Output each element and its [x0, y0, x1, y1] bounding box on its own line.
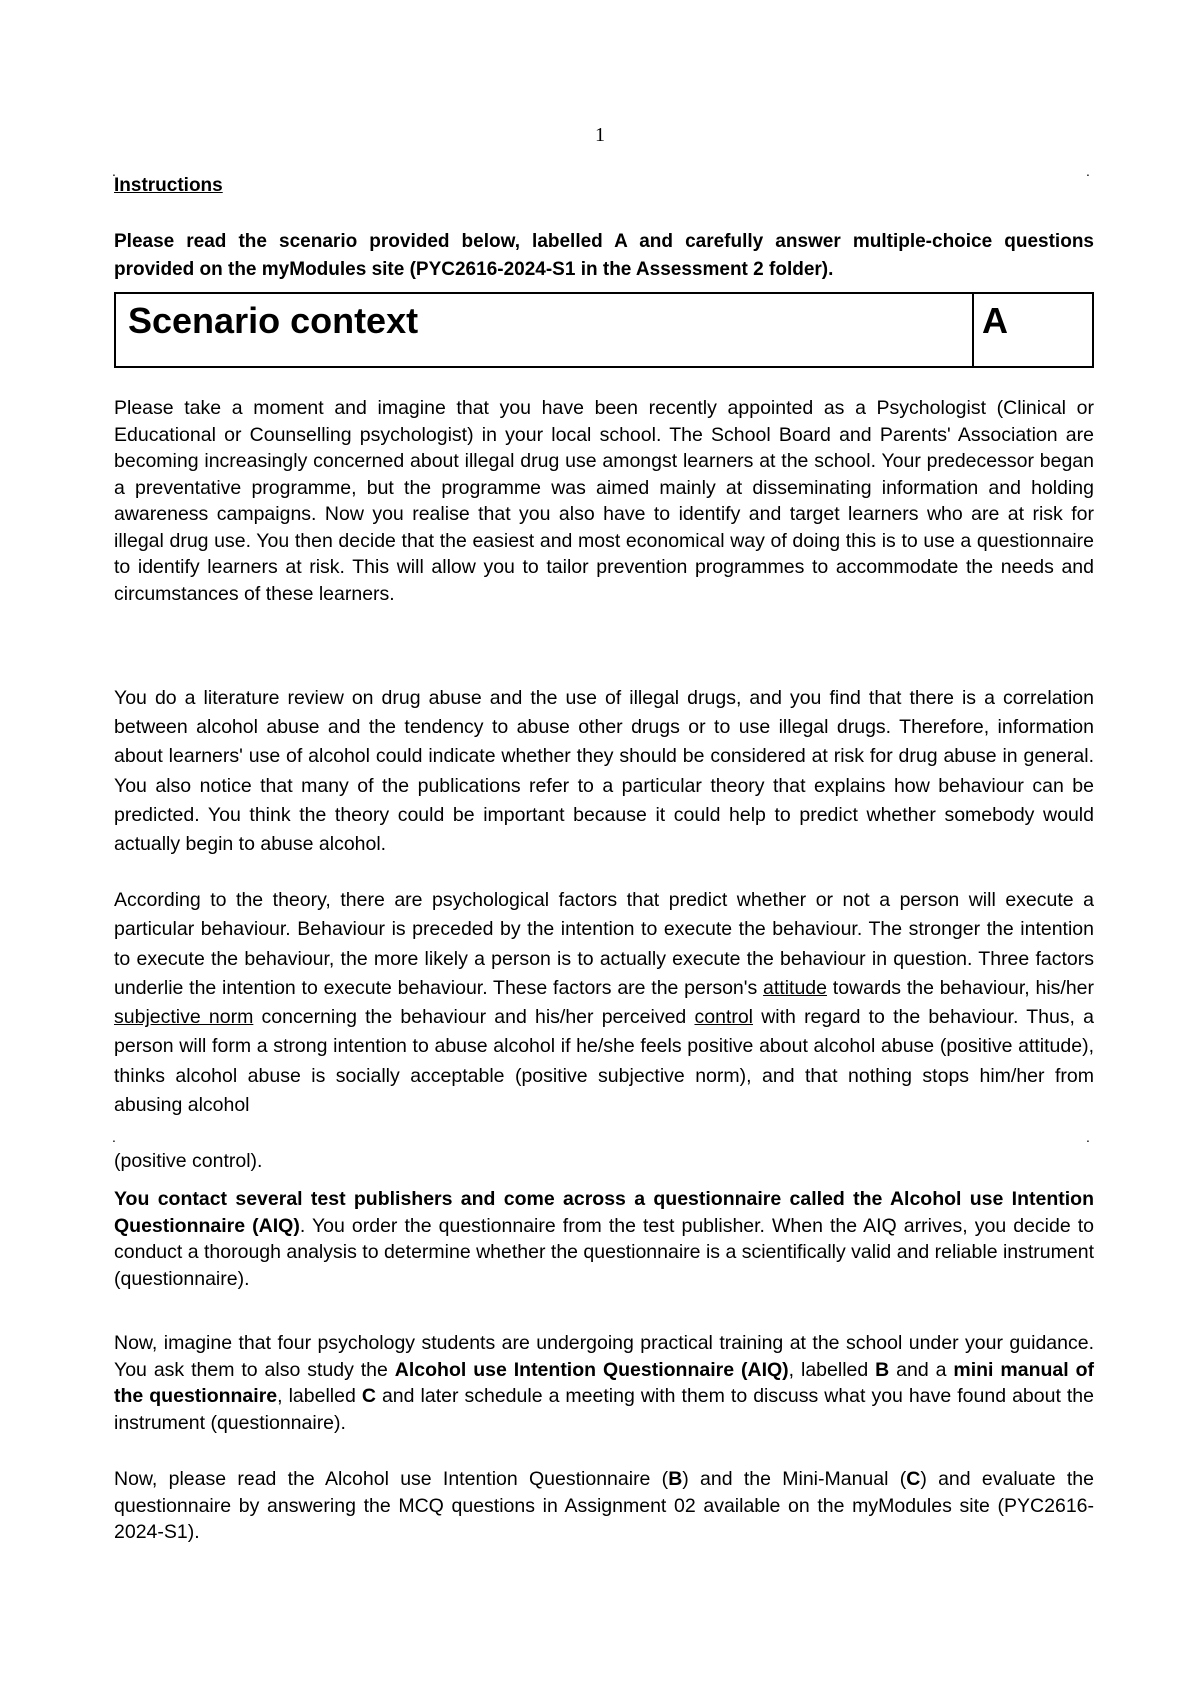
label-b: B — [875, 1358, 890, 1381]
paragraph-literature-review: You do a literature review on drug abuse and the use of illegal drugs, and you find that there is a correlation between alcohol abuse and the tendency to abuse other drugs or to use illegal drugs. Therefore, information about learners' use of alcohol could indicate whether they should be considered at risk for drug abuse in general. You also notice that many of the publications refer to a particular theory that explains how behaviour can be predicted. You think the theory could be important because it could help to predict whether somebody would actually begin to abuse alcohol. — [114, 687, 1094, 856]
section-mark-left: . — [112, 163, 116, 179]
section-mark-right: . — [1086, 163, 1090, 179]
theory-text-a: According to the theory, there are psychological factors that predict whether or not a person will execute a particular behaviour. Behaviour is preceded by the intention to execute the behaviour. The stronger the intention to execute the behaviour, the more likely a person is to actually execute the behaviour in question. Three factors underlie the intention to execute behaviour. These factors are the person's — [114, 889, 1094, 999]
section-mark-right-2: . — [1086, 1129, 1090, 1145]
students-text-e: and later schedule a meeting with them to discuss what you have found about the instrument (questionnaire). — [114, 1385, 1094, 1434]
instructions-heading: Instructions — [114, 175, 223, 196]
students-text-c: and a — [889, 1358, 954, 1381]
students-text-a: Now, imagine that four psychology students are undergoing practical training at the school under your guidance. You ask them to also study the — [114, 1332, 1094, 1381]
theory-text-d: with regard to the behaviour. Thus, a person will form a strong intention to abuse alcohol if he/she feels positive about alcohol abuse (positive attitude), thinks alcohol abuse is socially acceptable (positive subjective norm), and that nothing stops him/her from abusing alcohol — [114, 1006, 1095, 1117]
paragraph-final-instruction — [114, 1466, 1094, 1546]
section-mark-left-2: . — [112, 1129, 116, 1145]
instructions-text: Please read the scenario provided below, labelled A and carefully answer multiple-choice questions provided on the myModules site (PYC2616-2024-S1 in the Assessment 2 folder). — [114, 231, 1094, 280]
term-control: control — [694, 1006, 753, 1029]
mini-manual-title: mini manual of the questionnaire — [114, 1358, 1094, 1407]
page-number: 1 — [595, 124, 605, 146]
final-text-b: ) and the Mini-Manual ( — [682, 1468, 907, 1490]
aiq-title: Alcohol use Intention Questionnaire (AIQ) — [394, 1358, 789, 1381]
final-text-a: Now, please read the Alcohol use Intention Questionnaire ( — [114, 1468, 669, 1490]
scenario-box — [114, 292, 1094, 368]
aiq-rest-text: . You order the questionnaire from the test publisher. When the AIQ arrives, you decide to conduct a thorough analysis to determine whether the questionnaire is a scientifically valid and reliable instrument (questionnaire). — [114, 1214, 1095, 1290]
students-text-b: , labelled — [788, 1358, 876, 1381]
theory-text-c: concerning the behaviour and his/her perceived — [253, 1006, 695, 1029]
paragraph-aiq — [114, 1186, 1094, 1292]
paragraph-theory-end: (positive control). — [114, 1150, 263, 1172]
paragraph-scenario-intro: Please take a moment and imagine that you have been recently appointed as a Psychologist (Clinical or Educational or Counselling psychologist) in your local school. The School Board and Parents' Association are becoming increasingly concerned about illegal drug use amongst learners at the school. Your predecessor began a preventative programme, but the programme was aimed mainly at disseminating information and holding awareness campaigns. Now you realise that you also have to identify and target learners who are at risk for illegal drug use. You then decide that the easiest and most economical way of doing this is to use a questionnaire to identify learners at risk. This will allow you to tailor prevention programmes to accommodate the needs and circumstances of these learners. — [114, 397, 1094, 605]
scenario-label: A — [982, 300, 1008, 341]
paragraph-students — [114, 1330, 1094, 1436]
students-text-d: , labelled — [277, 1385, 362, 1407]
label-c: C — [361, 1385, 376, 1407]
paragraph-theory — [114, 886, 1094, 1120]
scenario-title: Scenario context — [116, 294, 974, 366]
term-attitude: attitude — [763, 976, 827, 999]
term-subjective-norm: subjective norm — [114, 1006, 254, 1029]
final-label-b: B — [668, 1468, 683, 1490]
final-text-c: ) and evaluate the questionnaire by answering the MCQ questions in Assignment 02 available on the myModules site (PYC2616-2024-S1). — [114, 1468, 1094, 1543]
aiq-bold-text: You contact several test publishers and come across a questionnaire called the Alcohol use Intention Questionnaire (AIQ) — [114, 1188, 1094, 1237]
theory-text-b: towards the behaviour, his/her — [827, 976, 1094, 999]
final-label-c: C — [906, 1468, 921, 1490]
